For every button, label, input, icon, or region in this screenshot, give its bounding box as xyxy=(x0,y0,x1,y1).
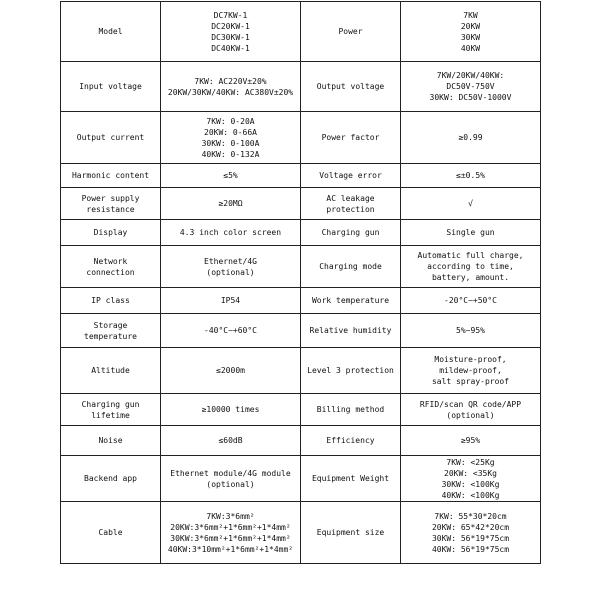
spec-value-line: Automatic full charge, xyxy=(417,251,524,260)
spec-label-line: Equipment size xyxy=(316,528,385,537)
spec-value-line: 7KW: 0-20A xyxy=(206,116,255,126)
spec-row xyxy=(61,112,541,164)
spec-label-line: Charging mode xyxy=(319,262,382,271)
spec-label-line: Relative humidity xyxy=(309,326,392,335)
spec-value-line: 40KW: 56*19*75cm xyxy=(431,544,510,554)
spec-label-line: Voltage error xyxy=(319,171,382,180)
spec-label-cell xyxy=(301,188,401,220)
spec-label-cell xyxy=(301,220,401,246)
spec-value-cell xyxy=(401,220,541,246)
spec-value-line: DC50V-750V xyxy=(446,82,495,91)
spec-value-cell xyxy=(401,348,541,394)
spec-value-line: -40°C~+60°C xyxy=(204,326,257,335)
spec-value-cell xyxy=(161,394,301,426)
spec-label-cell xyxy=(61,188,161,220)
spec-value-line: 40KW xyxy=(460,43,481,53)
spec-row xyxy=(61,246,541,288)
spec-value-cell xyxy=(401,188,541,220)
spec-value-line: Moisture-proof, xyxy=(434,355,507,364)
spec-label-cell xyxy=(61,456,161,502)
spec-value-line: 7KW/20KW/40KW: xyxy=(436,71,505,80)
spec-label-cell xyxy=(61,502,161,564)
spec-value-line: battery, amount. xyxy=(431,273,510,282)
spec-value-cell xyxy=(401,288,541,314)
spec-label-cell xyxy=(61,348,161,394)
spec-label-cell xyxy=(301,62,401,112)
spec-label-cell xyxy=(301,348,401,394)
spec-value-line: ≤5% xyxy=(223,171,238,180)
spec-value-cell xyxy=(401,62,541,112)
spec-row xyxy=(61,188,541,220)
spec-label-cell xyxy=(61,314,161,348)
spec-label-cell xyxy=(301,456,401,502)
spec-label-line: Charging gun xyxy=(81,399,140,409)
spec-value-line: 30KW: DC50V-1000V xyxy=(429,93,512,102)
spec-label-line: Output current xyxy=(76,133,145,142)
spec-label-line: protection xyxy=(326,204,375,214)
spec-value-line: 40KW: 0-132A xyxy=(201,149,260,159)
spec-value-cell xyxy=(401,456,541,502)
spec-value-line: Ethernet module/4G module xyxy=(170,468,291,478)
spec-label-cell xyxy=(61,112,161,164)
spec-value-line: 30KW:3*6mm²+1*6mm²+1*4mm² xyxy=(170,533,291,543)
spec-label-cell xyxy=(61,164,161,188)
spec-value-cell xyxy=(161,220,301,246)
spec-row xyxy=(61,502,541,564)
spec-label-line: AC leakage xyxy=(326,193,375,203)
spec-value-line: Ethernet/4G xyxy=(204,256,257,266)
spec-value-line: 30KW xyxy=(460,32,481,42)
spec-label-line: Efficiency xyxy=(326,436,375,445)
spec-value-cell xyxy=(161,246,301,288)
spec-label-line: Network xyxy=(93,256,128,266)
spec-label-cell xyxy=(61,246,161,288)
spec-value-line: 30KW: <100Kg xyxy=(441,479,500,489)
spec-label-line: Power supply xyxy=(81,193,140,203)
spec-value-cell xyxy=(161,164,301,188)
spec-value-line: mildew-proof, xyxy=(439,366,502,375)
spec-label-cell xyxy=(301,246,401,288)
spec-label-line: Input voltage xyxy=(79,82,142,91)
spec-label-cell xyxy=(61,2,161,62)
spec-value-line: ≤2000m xyxy=(216,366,245,375)
spec-value-cell xyxy=(161,288,301,314)
spec-value-cell xyxy=(401,314,541,348)
spec-value-cell xyxy=(401,246,541,288)
spec-value-cell xyxy=(161,314,301,348)
spec-value-cell xyxy=(401,164,541,188)
spec-label-cell xyxy=(301,426,401,456)
spec-label-line: Work temperature xyxy=(311,296,390,305)
spec-value-cell xyxy=(161,112,301,164)
spec-value-line: 30KW: 0-100A xyxy=(201,138,260,148)
spec-value-line: 40KW: <100Kg xyxy=(441,490,500,500)
spec-label-line: Noise xyxy=(98,436,123,445)
spec-value-line: 7KW: <25Kg xyxy=(446,457,495,467)
spec-label-cell xyxy=(301,2,401,62)
spec-label-line: Billing method xyxy=(316,405,385,414)
spec-table xyxy=(60,1,541,564)
spec-value-cell xyxy=(401,2,541,62)
spec-value-line: ≤±0.5% xyxy=(456,171,485,180)
spec-value-line: 7KW:3*6mm² xyxy=(206,511,255,521)
spec-value-line: 7KW: 55*30*20cm xyxy=(434,511,507,521)
spec-label-line: resistance xyxy=(86,204,135,214)
spec-value-line: 20KW: 65*42*20cm xyxy=(431,522,510,532)
spec-value-line: salt spray-proof xyxy=(431,377,510,386)
spec-value-cell xyxy=(161,502,301,564)
spec-value-line: ≤60dB xyxy=(218,436,243,445)
spec-value-line: DC7KW-1 xyxy=(213,10,248,20)
spec-label-cell xyxy=(301,502,401,564)
spec-label-line: Charging gun xyxy=(321,228,380,237)
spec-row xyxy=(61,314,541,348)
spec-label-cell xyxy=(61,62,161,112)
spec-label-line: Storage xyxy=(93,320,128,330)
spec-value-line: ≥20MΩ xyxy=(218,199,243,208)
spec-label-line: Model xyxy=(98,27,123,36)
spec-value-cell xyxy=(161,188,301,220)
spec-label-line: Harmonic content xyxy=(71,171,150,180)
spec-value-line: DC40KW-1 xyxy=(211,43,250,53)
spec-value-cell xyxy=(401,394,541,426)
spec-label-line: connection xyxy=(86,267,135,277)
spec-value-line: (optional) xyxy=(206,267,255,277)
spec-value-line: 20KW/30KW/40KW: AC380V±20% xyxy=(167,87,294,97)
spec-value-line: 40KW:3*10mm²+1*6mm²+1*4mm² xyxy=(167,544,294,554)
spec-row xyxy=(61,288,541,314)
spec-label-line: Power xyxy=(338,27,363,36)
spec-value-cell xyxy=(401,112,541,164)
spec-row xyxy=(61,62,541,112)
spec-label-line: Equipment Weight xyxy=(311,474,390,483)
spec-label-cell xyxy=(61,394,161,426)
spec-value-line: 20KW:3*6mm²+1*6mm²+1*4mm² xyxy=(170,522,291,532)
spec-row xyxy=(61,220,541,246)
spec-value-line: 7KW xyxy=(463,10,478,20)
spec-label-cell xyxy=(61,220,161,246)
spec-value-line: 7KW: AC220V±20% xyxy=(194,76,267,86)
spec-label-cell xyxy=(301,314,401,348)
spec-value-cell xyxy=(161,456,301,502)
spec-value-line: ≥0.99 xyxy=(458,133,483,142)
spec-value-line: DC20KW-1 xyxy=(211,21,250,31)
spec-value-line: IP54 xyxy=(220,296,241,305)
spec-value-line: 20KW: 0-66A xyxy=(204,127,257,137)
spec-label-line: Power factor xyxy=(321,133,380,142)
spec-value-cell xyxy=(161,62,301,112)
spec-value-line: 30KW: 56*19*75cm xyxy=(431,533,510,543)
spec-row xyxy=(61,456,541,502)
spec-label-cell xyxy=(61,426,161,456)
spec-row xyxy=(61,348,541,394)
spec-row xyxy=(61,426,541,456)
spec-label-line: IP class xyxy=(91,296,130,305)
spec-value-line: 20KW: <35Kg xyxy=(444,468,497,478)
spec-value-line: √ xyxy=(468,199,473,208)
spec-label-line: Display xyxy=(93,228,128,237)
spec-label-cell xyxy=(301,288,401,314)
spec-value-cell xyxy=(161,426,301,456)
spec-label-cell xyxy=(61,288,161,314)
spec-row xyxy=(61,164,541,188)
spec-row xyxy=(61,2,541,62)
spec-value-cell xyxy=(401,426,541,456)
spec-value-line: Single gun xyxy=(446,228,495,237)
spec-label-cell xyxy=(301,394,401,426)
spec-table-body xyxy=(61,2,541,564)
spec-label-line: Level 3 protection xyxy=(307,366,394,375)
spec-value-line: 20KW xyxy=(460,21,481,31)
spec-label-line: Backend app xyxy=(84,474,137,483)
spec-label-line: Output voltage xyxy=(316,82,385,91)
spec-value-line: 5%~95% xyxy=(456,326,485,335)
spec-label-line: Cable xyxy=(98,528,123,537)
spec-value-cell xyxy=(161,2,301,62)
spec-value-line: 4.3 inch color screen xyxy=(179,228,282,237)
spec-value-line: (optional) xyxy=(206,479,255,489)
spec-value-cell xyxy=(161,348,301,394)
spec-value-line: DC30KW-1 xyxy=(211,32,250,42)
spec-value-line: (optional) xyxy=(446,410,495,420)
spec-value-line: -20°C~+50°C xyxy=(444,296,497,305)
spec-row xyxy=(61,394,541,426)
spec-value-line: RFID/scan QR code/APP xyxy=(419,399,522,409)
spec-value-line: ≥10000 times xyxy=(201,405,260,414)
spec-value-line: ≥95% xyxy=(460,436,481,445)
spec-value-cell xyxy=(401,502,541,564)
spec-label-cell xyxy=(301,112,401,164)
spec-label-line: lifetime xyxy=(91,410,130,420)
spec-label-line: temperature xyxy=(84,331,137,341)
spec-label-line: Altitude xyxy=(91,366,130,375)
spec-value-line: according to time, xyxy=(427,262,514,271)
spec-label-cell xyxy=(301,164,401,188)
